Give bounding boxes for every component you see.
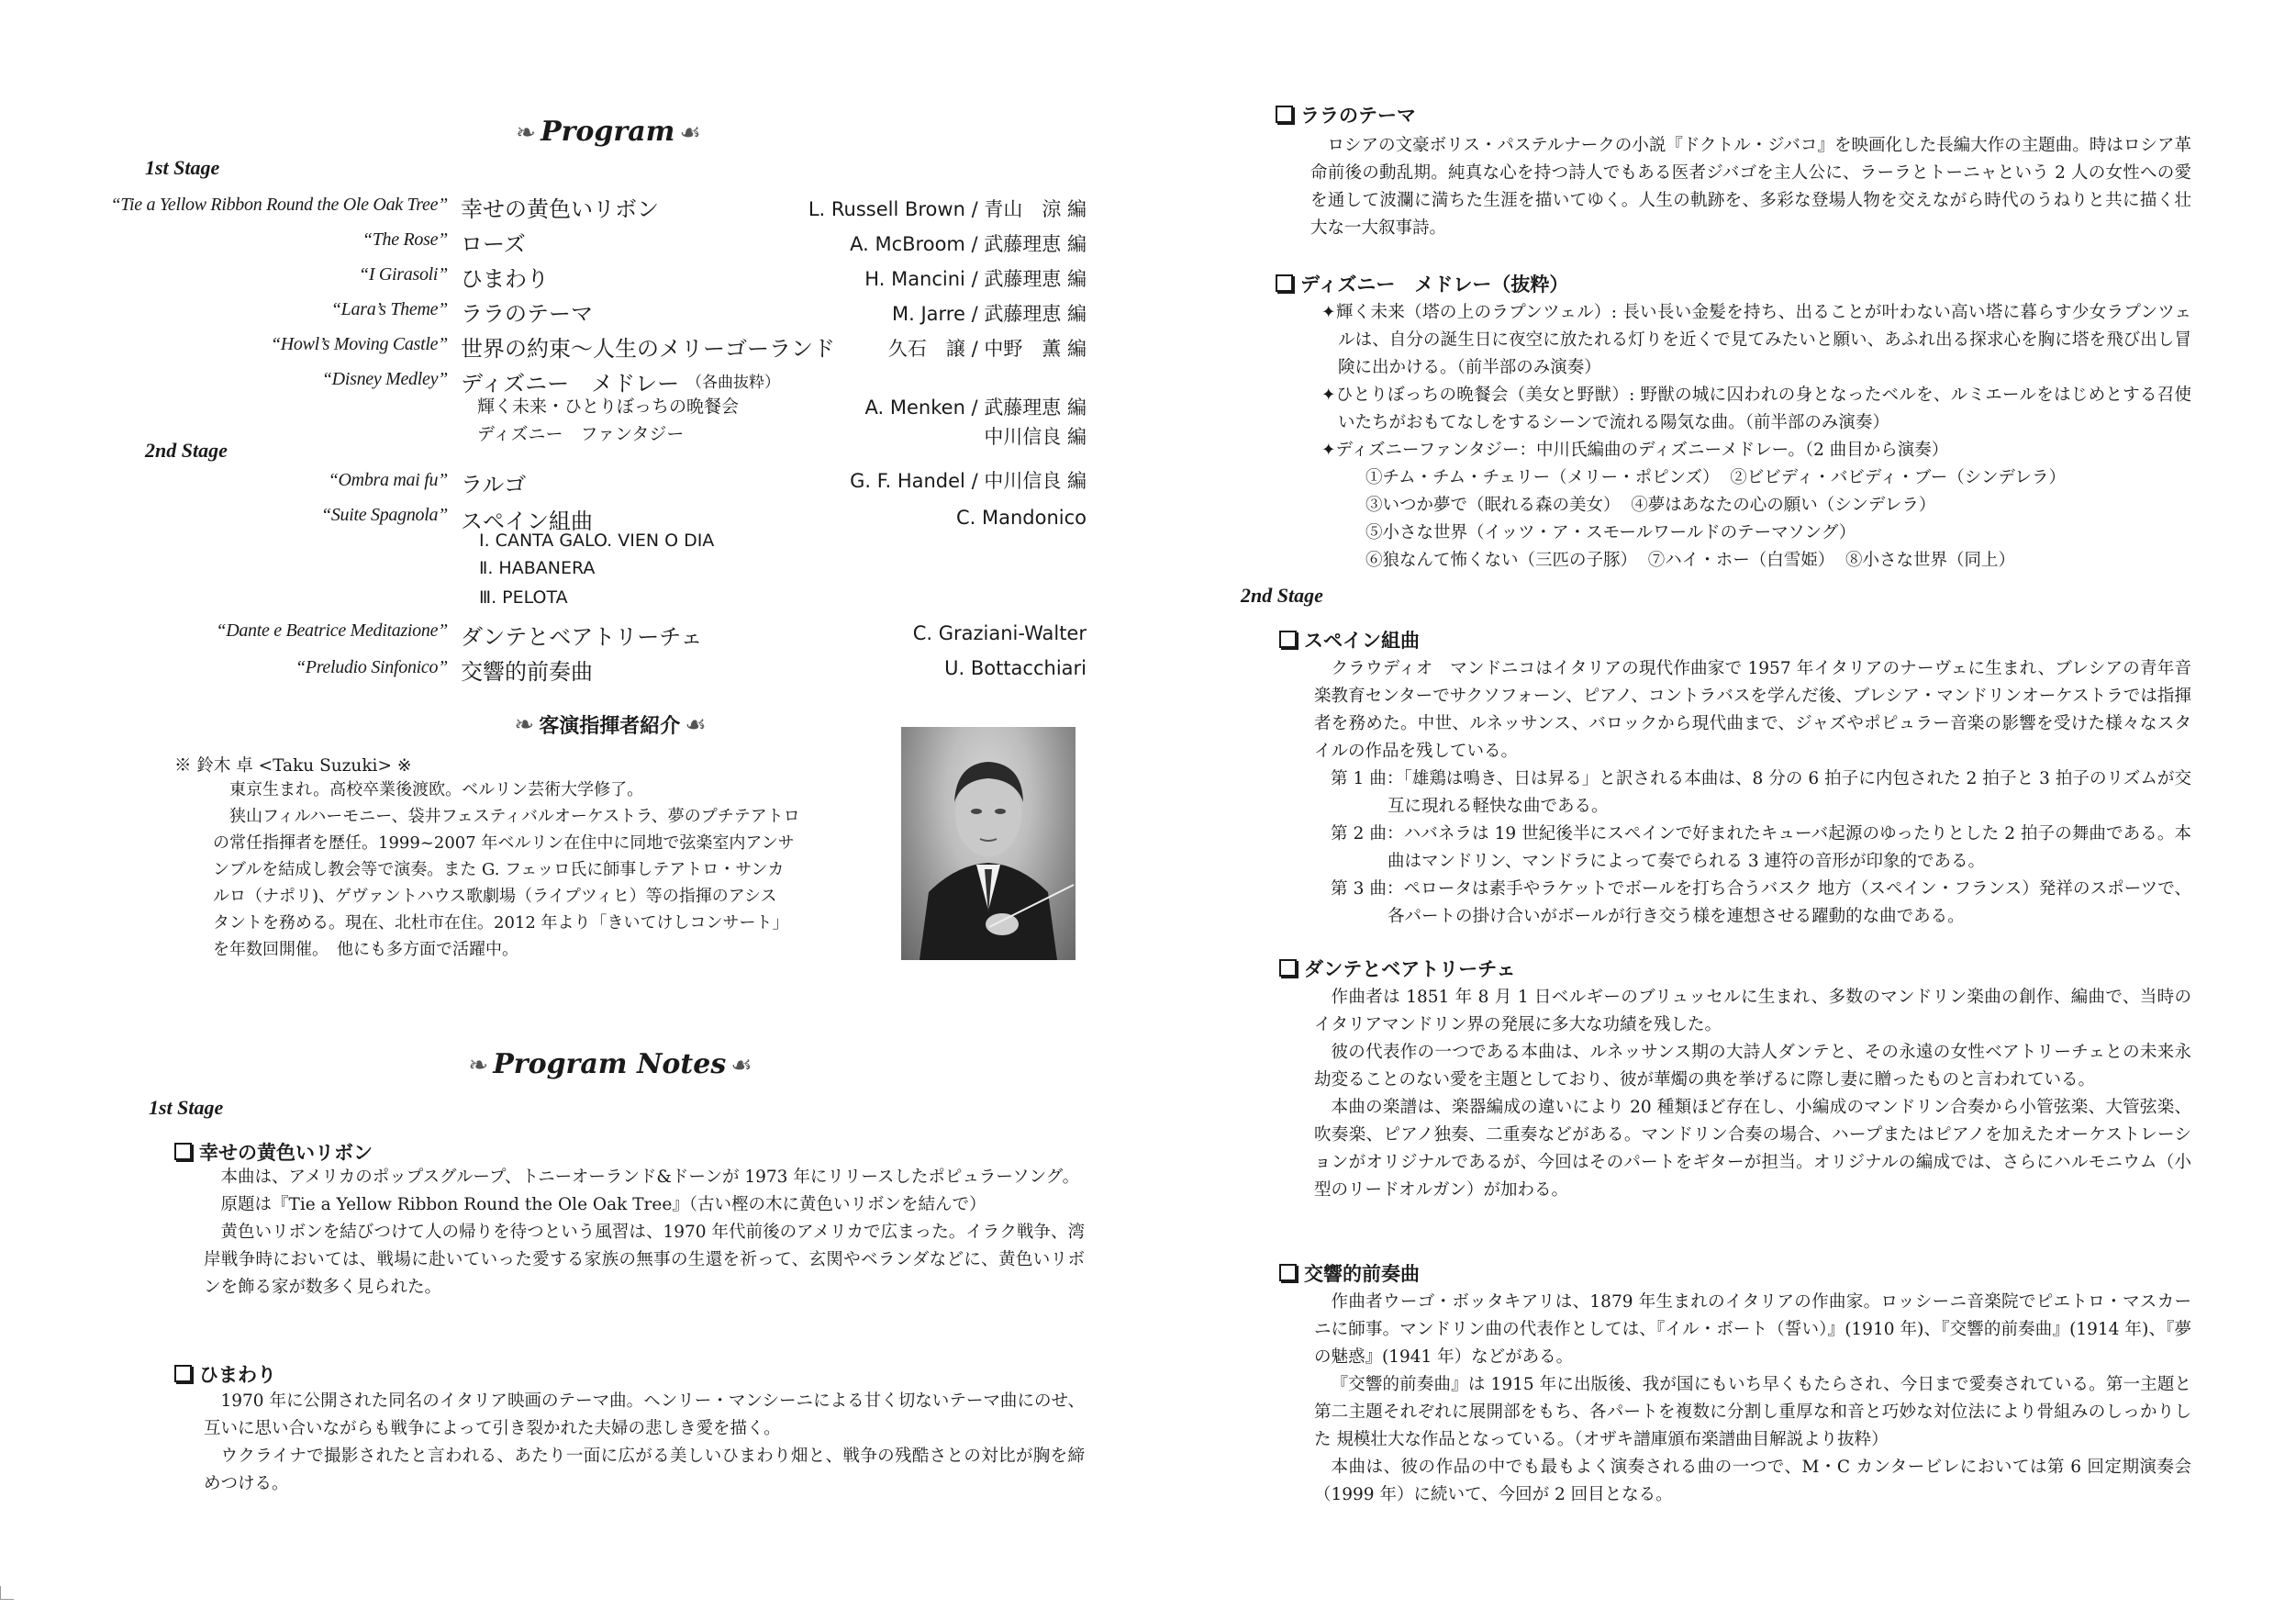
program-item-composer: 久石 譲 / 中野 薫 編 [887, 338, 1087, 360]
program-item-en: “I Girasoli” [359, 264, 448, 285]
note-body-yellow [204, 1164, 1085, 1302]
program-stage1: 1st Stage [145, 156, 220, 179]
checkbox-icon [1279, 631, 1297, 648]
flourish-right-icon: ☙ [685, 711, 707, 739]
note-title-himawari: ひまわり [174, 1360, 276, 1388]
movement-note: 第 3 曲：ペロータは素手やラケットでボールを打ち合うバスク 地方（スペイン・フランス）発祥のスポーツで、各パートの掛け合いがボールが行き交う様を連想させる躍動的な曲である。 [1331, 879, 2191, 926]
program-item-composer: L. Russell Brown / 青山 涼 編 [808, 198, 1087, 220]
program-item-jp: ローズ [461, 231, 526, 257]
bio-line: タントを務める。現在、北杜市在住。2012 年より「きいてけしコンサート」 [213, 913, 789, 933]
program-item-en: “The Rose” [362, 229, 448, 250]
crop-mark [0, 1586, 14, 1600]
note-para: ロシアの文豪ボリス・パステルナークの小説『ドクトル・ジバコ』を映画化した長編大作の主題曲。時はロシア革命前後の動乱期。純真な心を持つ詩人でもある医者ジバゴを主人公に、ラーラとトーニャという 2 人の女性への愛を通して波瀾に満ちた生涯を描いてゆく。人生の軌跡を、多彩な登場人物を交えながら時代のうねりと共に描く壮大な一大叙事詩。 [1310, 136, 2191, 238]
program-item-en: “Preludio Sinfonico” [295, 657, 448, 677]
movement-3: Ⅲ. PELOTA [479, 587, 568, 608]
program-item-sub: ディズニー ファンタジー [477, 424, 685, 444]
note-para: 作曲者ウーゴ・ボッタキアリは、1879 年生まれのイタリアの作曲家。ロッシーニ音楽院でピエトロ・マスカーニに師事。マンドリン曲の代表作としては、『イル・ボート（誓い）』(1910 年)、『交響的前奏曲』(1914 年)、『夢の魅惑』(1941 年）などがある。 [1314, 1292, 2191, 1367]
note-bullet: ✦輝く未来（塔の上のラプンツェル）: 長い長い金髪を持ち、出ることが叶わない高い塔に暮らす少女ラプンツェルは、自分の誕生日に夜空に放たれる灯りを近くで見てみたいと願い、あふれ出る探求心を胸に塔を飛び出し冒険に出かける。（前半部のみ演奏） [1321, 303, 2191, 377]
conductor-bio [213, 777, 883, 963]
program-title: Program [541, 116, 675, 148]
program-item-en: “Dante e Beatrice Meditazione” [216, 620, 448, 641]
note-title-lara: ララのテーマ [1276, 101, 1416, 128]
note-para: 本曲の楽譜は、楽器編成の違いにより 20 種類ほど存在し、小編成のマンドリン合奏から小管弦楽、大管弦楽、吹奏楽、ピアノ独奏、二重奏などがある。マンドリン合奏の場合、ハープまたはピアノを加えたオーケストレーションがオリジナルであるが、今回はそのパートをギターが担当。オリジナルの編成では、さらにハルモニウム（小型のリードオルガン）が加わる。 [1314, 1098, 2191, 1200]
program-item-en: “Howl’s Moving Castle” [270, 334, 448, 354]
note-title-yellow: 幸せの黄色いリボン [174, 1138, 373, 1166]
flourish-left-icon: ❧ [468, 1052, 489, 1079]
medley-list [1321, 464, 2191, 575]
movement-note: 第 2 曲：ハバネラは 19 世紀後半にスペインで好まれたキューバ起源のゆったりとした 2 拍子の舞曲である。本曲はマンドリン、マンドラによって奏でられる 3 連符の音形が印象的である。 [1331, 824, 2191, 871]
note-body-spain [1314, 655, 2191, 931]
note-body-lara [1310, 132, 2191, 242]
movement-note: 第 1 曲：「雄鶏は鳴き、日は昇る」と訳される本曲は、8 分の 6 拍子に内包された 2 拍子と 3 拍子のリズムが交互に現れる軽快な曲である。 [1331, 769, 2191, 816]
program-item-jp: ラルゴ [461, 472, 527, 497]
program-item-en: “Disney Medley” [321, 369, 448, 389]
bio-line: の常任指揮者を歴任。1999~2007 年ベルリン在住中に同地で弦楽室内アンサ [213, 833, 795, 853]
note-bullet: ✦ディズニーファンタジー：中川氏編曲のディズニーメドレー。（2 曲目から演奏） [1321, 441, 1949, 460]
note-para: 黄色いリボンを結びつけて人の帰りを待つという風習は、1970 年代前後のアメリカで広まった。イラク戦争、湾岸戦争時においては、戦場に赴いていった愛する家族の無事の生還を祈って、玄関やベランダなどに、黄色いリボンを飾る家が数多く見られた。 [204, 1223, 1085, 1297]
conductor-photo [901, 727, 1076, 960]
program-heading [503, 116, 714, 152]
notes-title: Program Notes [493, 1048, 727, 1080]
program-item-en: “Suite Spagnola” [321, 505, 448, 525]
program-item-jp: 交響的前奏曲 [461, 659, 593, 685]
bio-line: を年数回開催。 他にも多方面で活躍中。 [213, 940, 518, 959]
note-body-dante [1314, 984, 2191, 1204]
bio-line: 狭山フィルハーモニー、袋井フェスティバルオーケストラ、夢のプチテアトロ [229, 807, 800, 826]
bio-line: ルロ（ナポリ)、ゲヴァントハウス歌劇場（ライプツィヒ）等の指揮のアシス [213, 887, 777, 906]
note-para: 1970 年に公開された同名のイタリア映画のテーマ曲。ヘンリー・マンシーニによる甘く切ないテーマ曲にのせ、互いに思い合いながらも戦争によって引き裂かれた夫婦の悲しき愛を描く。 [204, 1391, 1085, 1438]
program-item-jp: ディズニー メドレー [461, 371, 680, 397]
conductor-name: ※ 鈴木 卓 <Taku Suzuki> ※ [174, 756, 412, 776]
medley-item: ⑤小さな世界（イッツ・ア・スモールワールドのテーマソング） [1365, 523, 1856, 542]
program-item-jp: 幸せの黄色いリボン [461, 196, 659, 222]
conductor-heading [477, 710, 743, 739]
flourish-left-icon: ❧ [516, 119, 536, 147]
note-title-spain: スペイン組曲 [1279, 626, 1420, 654]
notes-stage2: 2nd Stage [1241, 584, 1323, 607]
program-item-composer: 中川信良 編 [984, 426, 1087, 448]
program-item-sub: 輝く未来・ひとりぼっちの晩餐会 [477, 397, 740, 417]
checkbox-icon [174, 1365, 192, 1382]
medley-item: ⑥狼なんて怖くない（三匹の子豚） ⑦ハイ・ホー（白雪姫） ⑧小さな世界（同上） [1365, 551, 2016, 570]
program-item-composer: H. Mancini / 武藤理恵 編 [864, 268, 1087, 290]
program-item-composer: A. Menken / 武藤理恵 編 [864, 397, 1087, 419]
program-item-composer: M. Jarre / 武藤理恵 編 [892, 303, 1087, 325]
flourish-right-icon: ☙ [679, 119, 701, 147]
note-para: ウクライナで撮影されたと言われる、あたり一面に広がる美しいひまわり畑と、戦争の残酷さとの対比が胸を締めつける。 [204, 1447, 1085, 1493]
program-item-jp: スペイン組曲 [461, 508, 593, 534]
notes-heading [463, 1048, 757, 1080]
checkbox-icon [1279, 959, 1297, 977]
program-stage2: 2nd Stage [145, 439, 228, 462]
note-title-dante: ダンテとベアトリーチェ [1279, 955, 1516, 982]
note-title-prelude: 交響的前奏曲 [1279, 1259, 1420, 1287]
checkbox-icon [1276, 274, 1293, 292]
program-item-jp: 世界の約束～人生のメリーゴーランド [461, 336, 835, 362]
program-item-jp: ララのテーマ [461, 301, 593, 327]
program-item-composer: C. Mandonico [955, 507, 1087, 529]
note-para: 作曲者は 1851 年 8 月 1 日ベルギーのブリュッセルに生まれ、多数のマンドリン楽曲の創作、編曲で、当時のイタリアマンドリン界の発展に多大な功績を残した。 [1314, 988, 2191, 1034]
medley-item: ③いつか夢で（眠れる森の美女） ④夢はあなたの心の願い（シンデレラ） [1365, 496, 1936, 515]
conductor-title: 客演指揮者紹介 [539, 715, 681, 738]
note-para: 『交響的前奏曲』は 1915 年に出版後、我が国にもいち早くもたらされ、今日まで愛奏されている。第一主題と第二主題それぞれに展開部をもち、各パートを複数に分割し重厚な和音と巧妙な対位法により骨組みのしっかりした 規模壮大な作品となっている。（オザキ譜庫頒布楽譜曲目解説より抜粋） [1314, 1375, 2191, 1449]
note-para: 原題は『Tie a Yellow Ribbon Round the Ole Oak Tree』（古い樫の木に黄色いリボンを結んで） [220, 1195, 986, 1214]
flourish-left-icon: ❧ [514, 711, 535, 739]
note-body-prelude [1314, 1289, 2191, 1509]
program-item-note: （各曲抜粋） [686, 374, 780, 392]
program-item-composer: C. Graziani-Walter [912, 622, 1087, 644]
checkbox-icon [1276, 106, 1293, 123]
checkbox-icon [174, 1143, 192, 1160]
flourish-right-icon: ☙ [730, 1052, 752, 1079]
bio-line: ンブルを結成し教会等で演奏。また G. フェッロ氏に師事しテアトロ・サンカ [213, 860, 785, 879]
program-item-en: “Ombra mai fu” [328, 470, 448, 490]
note-para: 本曲は、アメリカのポップスグループ、トニーオーランド&ドーンが 1973 年にリリースしたポピュラーソング。 [220, 1168, 1080, 1187]
note-para: クラウディオ マンドニコはイタリアの現代作曲家で 1957 年イタリアのナーヴェに生まれ、ブレシアの青年音楽教育センターでサクソフォーン、ピアノ、コントラバスを学んだ後、ブレシア・マンドリンオーケストラでは指揮者を務めた。中世、ルネッサンス、バロックから現代曲まで、ジャズやポピュラー音楽の影響を受けた様々なスタイルの作品を残している。 [1314, 659, 2191, 761]
note-body-himawari [204, 1388, 1085, 1498]
bio-line: 東京生まれ。高校卒業後渡欧。ベルリン芸術大学修了。 [229, 780, 644, 799]
note-para: 本曲は、彼の作品の中でも最もよく演奏される曲の一つで、M・C カンタービレにおいては第 6 回定期演奏会（1999 年）に続いて、今回が 2 回目となる。 [1314, 1458, 2191, 1504]
program-item-en: “Tie a Yellow Ribbon Round the Ole Oak Tree” [110, 195, 448, 215]
program-item-composer: U. Bottacchiari [944, 657, 1087, 679]
note-title-disney: ディズニー メドレー（抜粋） [1276, 270, 1568, 297]
checkbox-icon [1279, 1264, 1297, 1281]
movement-2: Ⅱ. HABANERA [479, 558, 596, 578]
notes-stage1: 1st Stage [149, 1096, 224, 1119]
note-body-disney [1321, 299, 2191, 575]
program-item-composer: G. F. Handel / 中川信良 編 [850, 470, 1087, 492]
medley-item: ①チム・チム・チェリー（メリー・ポピンズ） ②ビビディ・バビディ・ブー（シンデレラ） [1365, 468, 2066, 487]
note-bullet: ✦ひとりぼっちの晩餐会（美女と野獣）: 野獣の城に囚われの身となったベルを、ルミエールをはじめとする召使いたちがおもてなしをするシーンで流れる陽気な曲。（前半部のみ演奏） [1321, 385, 2191, 432]
movement-1: Ⅰ. CANTA GALO. VIEN O DIA [479, 531, 715, 551]
program-item-composer: A. McBroom / 武藤理恵 編 [850, 233, 1087, 255]
conductor-portrait-icon [901, 727, 1076, 960]
note-para: 彼の代表作の一つである本曲は、ルネッサンス期の大詩人ダンテと、その永遠の女性ベアトリーチェとの未来永劫変ることのない愛を主題としており、彼が華燭の典を挙げるに際し妻に贈ったものと言われている。 [1314, 1043, 2191, 1089]
program-item-en: “Lara’s Theme” [330, 299, 448, 319]
program-item-jp: ダンテとベアトリーチェ [461, 624, 703, 650]
program-item-jp: ひまわり [461, 266, 549, 292]
